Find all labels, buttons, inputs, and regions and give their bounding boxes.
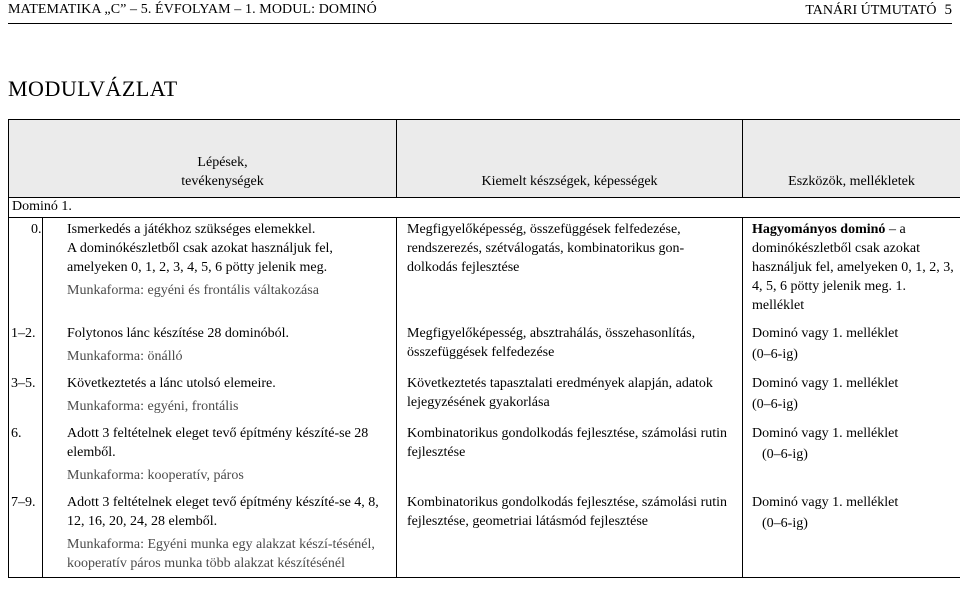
skills-cell: Következtetés tapasztalati eredmények alapján, adatok lejegyzésének gyakorlása	[397, 366, 743, 416]
skills-cell: Kombinatorikus gondolkodás fejlesztése, számolási rutin fejlesztése	[397, 416, 743, 485]
step-cell	[43, 315, 397, 366]
header-rule	[8, 23, 952, 24]
work-form: Munkaforma: egyéni, frontális	[67, 399, 239, 414]
skills-cell: Megfigyelőképesség, absztrahálás, összehasonlítás, összefüggések felfedezése	[397, 315, 743, 366]
tools-cell	[743, 218, 960, 316]
step-number: 0.	[9, 218, 43, 316]
step-text: Következtetés a lánc utolsó elemeire.	[67, 376, 276, 391]
step-number: 1–2.	[9, 315, 43, 366]
page-header	[0, 0, 960, 25]
step-cell	[43, 485, 397, 578]
skills-cell: Kombinatorikus gondolkodás fejlesztése, számolási rutin fejlesztése, geometriai látásmód fejlesztése	[397, 485, 743, 578]
tool-detail: – a dominókészletből csak azokat használjuk fel, amelyeken 0, 1, 2, 3, 4, 5, 6 pötty jelenik meg. 1. melléklet	[752, 222, 954, 313]
step-number: 7–9.	[9, 485, 43, 578]
table-header-row	[9, 120, 960, 198]
tool-range: (0–6-ig)	[752, 347, 798, 362]
table-row	[9, 416, 960, 485]
tool-name: Hagyományos dominó	[752, 222, 886, 237]
page-title: MODULVÁZLAT	[8, 76, 178, 101]
tool-name: Dominó vagy 1. melléklet	[752, 326, 899, 341]
step-cell	[43, 218, 397, 316]
step-number: 3–5.	[9, 366, 43, 416]
column-header-steps-line2: tevékenységek	[181, 174, 264, 189]
header-guide-label: TANÁRI ÚTMUTATÓ	[805, 3, 937, 18]
tool-name: Dominó vagy 1. melléklet	[752, 495, 899, 510]
section-title: Dominó 1.	[12, 199, 72, 214]
step-text: Ismerkedés a játékhoz szükséges elemekkel.	[67, 222, 316, 237]
page-number: 5	[944, 2, 952, 18]
step-text: Adott 3 feltételnek eleget tevő építmény készíté-se 4, 8, 12, 16, 20, 24, 28 elemből.	[67, 495, 379, 529]
work-form: Munkaforma: önálló	[67, 349, 183, 364]
step-text: Folytonos lánc készítése 28 dominóból.	[67, 326, 290, 341]
table-row	[9, 366, 960, 416]
tool-range: (0–6-ig)	[762, 447, 808, 462]
tool-range: (0–6-ig)	[752, 397, 798, 412]
header-course-title: MATEMATIKA „C” – 5. ÉVFOLYAM – 1. MODUL: DOMINÓ	[8, 2, 377, 17]
tools-cell	[743, 416, 960, 485]
module-outline-table	[8, 119, 960, 578]
tool-name: Dominó vagy 1. melléklet	[752, 426, 899, 441]
section-row	[9, 198, 960, 218]
tools-cell	[743, 315, 960, 366]
column-header-tools: Eszközök, mellékletek	[743, 120, 960, 198]
skills-cell: Megfigyelőképesség, összefüggések felfedezése, rendszerezés, szétválogatás, kombinatorikus gon-dolkodás fejlesztése	[397, 218, 743, 316]
work-form: Munkaforma: egyéni és frontális váltakozása	[67, 283, 319, 298]
tools-cell	[743, 485, 960, 578]
column-header-steps-line1: Lépések,	[197, 155, 248, 170]
work-form: Munkaforma: Egyéni munka egy alakzat készí-tésénél, kooperatív páros munka több alakzat készítésénél	[67, 537, 375, 571]
table-row	[9, 218, 960, 316]
step-text: Adott 3 feltételnek eleget tevő építmény készíté-se 28 elemből.	[67, 426, 369, 460]
table-row	[9, 315, 960, 366]
tool-range: (0–6-ig)	[762, 516, 808, 531]
step-text-detail: A dominókészletből csak azokat használjuk fel, amelyeken 0, 1, 2, 3, 4, 5, 6 pötty jelenik meg.	[67, 241, 333, 275]
table-row	[9, 485, 960, 578]
column-header-skills: Kiemelt készségek, képességek	[397, 120, 743, 198]
step-cell	[43, 416, 397, 485]
tool-name: Dominó vagy 1. melléklet	[752, 376, 899, 391]
step-cell	[43, 366, 397, 416]
step-number: 6.	[9, 416, 43, 485]
work-form: Munkaforma: kooperatív, páros	[67, 468, 244, 483]
header-right	[805, 2, 952, 19]
tools-cell	[743, 366, 960, 416]
column-header-steps	[9, 120, 397, 198]
